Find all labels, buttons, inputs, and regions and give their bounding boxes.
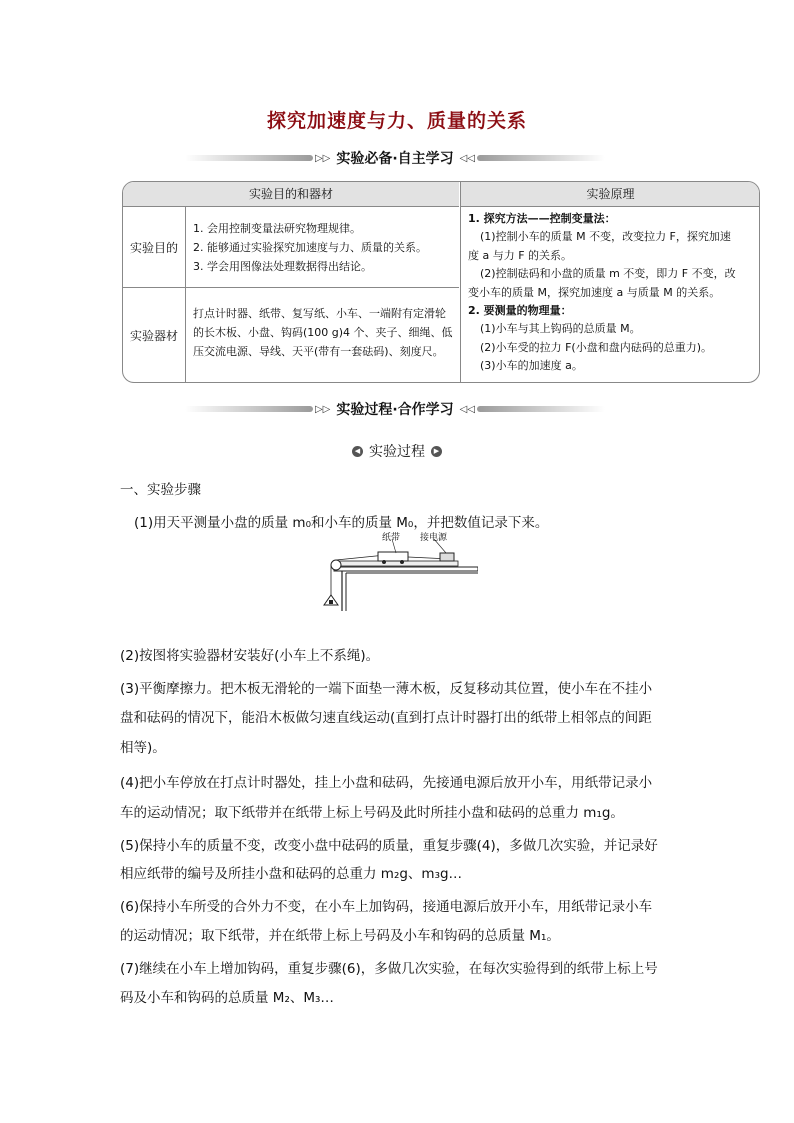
long-board	[338, 561, 458, 566]
section-heading: 一、实验步骤	[120, 482, 201, 498]
banner-bar-left	[185, 406, 313, 412]
principle-line: (1)小车与其上钩码的总质量 M。	[480, 322, 641, 336]
triangle-left-icon: ◁◁	[459, 152, 476, 164]
purpose-row	[123, 207, 459, 288]
apparatus-diagram	[312, 531, 478, 613]
principle-line: 度 a 与力 F 的关系。	[468, 248, 573, 262]
step-line: 码及小车和钩码的总质量 M₂、M₃…	[120, 990, 334, 1006]
triangle-left-icon: ◁◁	[459, 403, 476, 415]
right-header: 实验原理	[461, 182, 760, 207]
circle-left-arrow-icon: ◀	[352, 446, 363, 457]
step-line: 盘和砝码的情况下，能沿木板做匀速直线运动(直到打点计时器打出的纸带上相邻点的间距	[120, 710, 652, 726]
equipment-row	[123, 288, 459, 382]
step-line: (4)把小车停放在打点计时器处，挂上小盘和砝码，先接通电源后放开小车，用纸带记录小	[120, 775, 653, 791]
step-line: 相应纸带的编号及所挂小盘和砝码的总重力 m₂g、m₃g…	[120, 866, 463, 882]
step-line: 相等)。	[120, 740, 166, 756]
step-line: (7)继续在小车上增加钩码，重复步骤(6)，多做几次实验，在每次实验得到的纸带上标上号	[120, 961, 658, 977]
step-line: (1)用天平测量小盘的质量 m₀和小车的质量 M₀，并把数值记录下来。	[134, 515, 549, 531]
section-banner-preparation	[185, 146, 605, 170]
cart-wheel	[382, 560, 386, 564]
triangle-right-icon: ▷▷	[314, 403, 331, 415]
equipment-label: 实验器材	[123, 288, 186, 382]
step-line: (6)保持小车所受的合外力不变，在小车上加钩码，接通电源后放开小车，用纸带记录小车	[120, 899, 653, 915]
equipment-line: 打点计时器、纸带、复写纸、小车、一端附有定滑轮	[193, 307, 446, 320]
step-line: (5)保持小车的质量不变，改变小盘中砝码的质量，重复步骤(4)，多做几次实验，并记录好	[120, 838, 658, 854]
purpose-label: 实验目的	[123, 207, 186, 287]
circle-right-arrow-icon: ▶	[431, 446, 442, 457]
subsection-heading	[0, 441, 794, 461]
table-top	[334, 567, 478, 571]
step-line: 的运动情况；取下纸带，并在纸带上标上号码及小车和钩码的总质量 M₁。	[120, 928, 560, 944]
principle-line: 变小车的质量 M，探究加速度 a 与质量 M 的关系。	[468, 285, 721, 299]
banner-bar-right	[477, 155, 605, 161]
equipment-line: 的长木板、小盘、钩码(100 g)4 个、夹子、细绳、低	[193, 326, 453, 339]
purpose-line: 2. 能够通过实验探究加速度与力、质量的关系。	[193, 241, 427, 254]
pulley	[331, 560, 341, 570]
principle-content	[468, 210, 756, 376]
principle-line: 1. 探究方法——控制变量法：	[468, 212, 616, 225]
principle-line: (3)小车的加速度 a。	[480, 359, 583, 373]
triangle-right-icon: ▷▷	[314, 152, 331, 164]
cart-wheel	[400, 560, 404, 564]
banner-bar-right	[477, 406, 605, 412]
section-banner-process	[185, 397, 605, 421]
subsection-title: 实验过程	[369, 444, 425, 460]
purpose-line: 3. 学会用图像法处理数据得出结论。	[193, 260, 372, 273]
banner-bar-left	[185, 155, 313, 161]
experiment-table	[122, 181, 760, 383]
principle-line: (2)小车受的拉力 F(小盘和盘内砝码的总重力)。	[480, 340, 712, 354]
weight	[329, 600, 333, 604]
power-label: 接电源	[420, 533, 448, 543]
step-line: (3)平衡摩擦力。把木板无滑轮的一端下面垫一薄木板，反复移动其位置，使小车在不挂小	[120, 681, 653, 697]
purpose-line: 1. 会用控制变量法研究物理规律。	[193, 222, 361, 235]
principle-line: 2. 要测量的物理量：	[468, 304, 572, 318]
principle-line: (2)控制砝码和小盘的质量 m 不变，即力 F 不变，改	[480, 267, 736, 281]
page-title: 探究加速度与力、质量的关系	[266, 110, 527, 132]
cart	[378, 552, 408, 561]
paper-tape-label: 纸带	[382, 533, 401, 543]
step-line: 车的运动情况；取下纸带并在纸带上标上号码及此时所挂小盘和砝码的总重力 m₁g。	[120, 805, 624, 821]
left-header: 实验目的和器材	[123, 182, 459, 207]
purpose-content	[193, 219, 455, 276]
step-line: (2)按图将实验器材安装好(小车上不系绳)。	[120, 648, 380, 664]
timer	[440, 553, 454, 561]
table-left-column	[123, 182, 459, 382]
banner-text: 实验必备·自主学习	[336, 151, 454, 167]
principle-line: (1)控制小车的质量 M 不变，改变拉力 F，探究加速	[480, 230, 731, 244]
equipment-line: 压交流电源、导线、天平(带有一套砝码)、刻度尺。	[193, 345, 444, 358]
banner-text: 实验过程·合作学习	[336, 402, 454, 418]
equipment-content	[193, 304, 455, 361]
table-right-column	[460, 182, 760, 382]
